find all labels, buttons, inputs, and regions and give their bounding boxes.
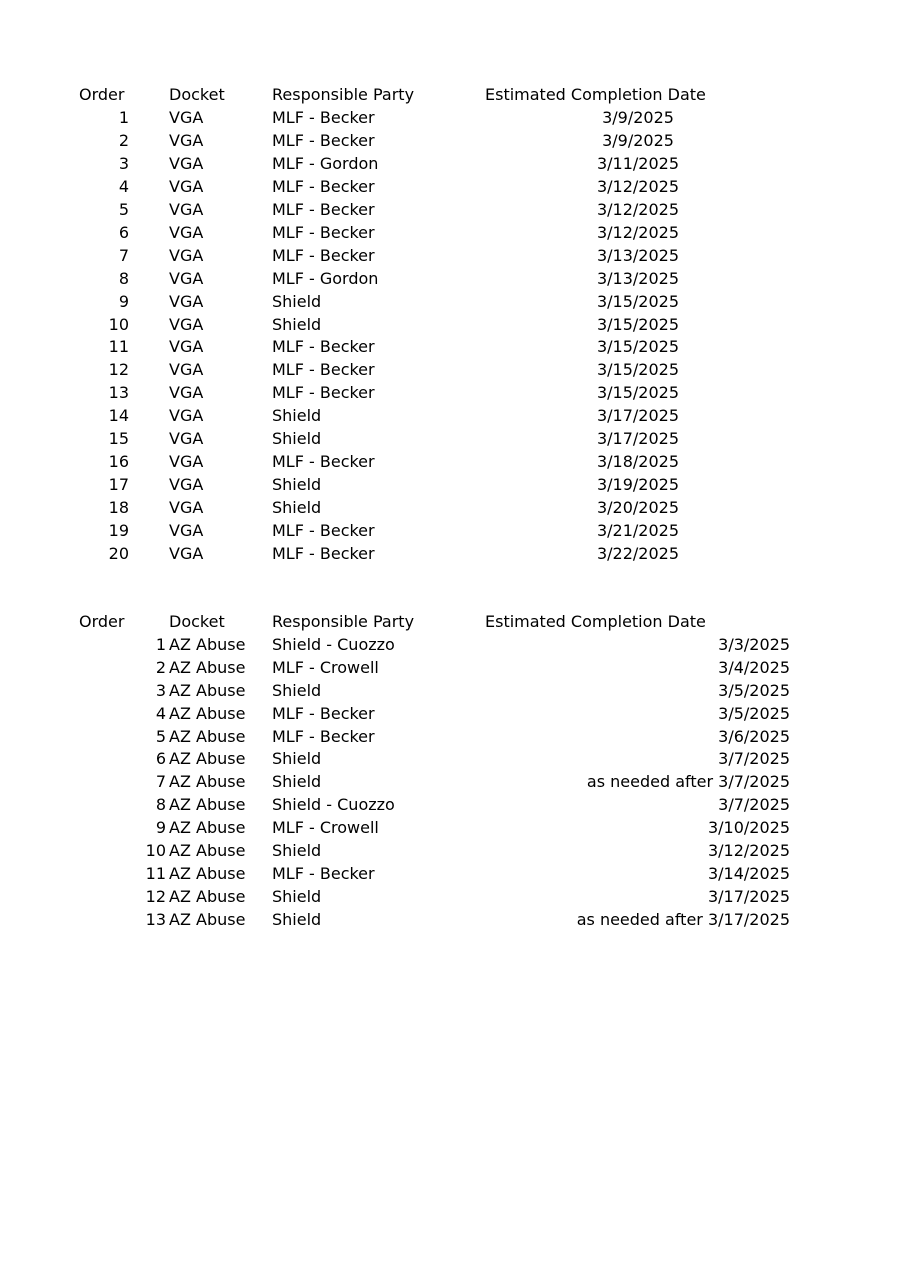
party-cell: MLF - Becker — [272, 863, 375, 883]
party-header: Responsible Party — [272, 612, 415, 631]
party-cell: Shield - Cuozzo — [272, 634, 395, 654]
order-cell: 7 — [155, 772, 166, 792]
date-cell: 3/19/2025 — [596, 475, 680, 495]
order-cell: 16 — [108, 452, 129, 472]
docket-cell: VGA — [169, 314, 204, 334]
date-cell: 3/17/2025 — [596, 429, 680, 449]
order-cell: 17 — [108, 475, 129, 495]
docket-cell: VGA — [169, 544, 204, 563]
table-row — [0, 885, 909, 908]
table-row — [0, 793, 909, 816]
docket-header: Docket — [169, 612, 225, 631]
date-cell: 3/6/2025 — [718, 726, 790, 746]
order-cell: 19 — [108, 521, 129, 541]
date-cell: 3/17/2025 — [596, 406, 680, 426]
table-row — [0, 496, 909, 519]
docket-cell: AZ Abuse — [169, 657, 246, 677]
docket-cell: VGA — [169, 498, 204, 518]
date-cell: 3/13/2025 — [596, 268, 680, 288]
date-cell: 3/3/2025 — [718, 634, 790, 654]
date-cell: 3/22/2025 — [596, 544, 680, 563]
date-cell: 3/7/2025 — [718, 749, 790, 769]
order-cell: 1 — [155, 634, 166, 654]
date-cell: 3/5/2025 — [718, 703, 790, 723]
order-header: Order — [79, 85, 125, 104]
party-cell: MLF - Gordon — [272, 153, 379, 173]
party-cell: Shield — [272, 475, 322, 495]
docket-cell: VGA — [169, 199, 204, 219]
party-cell: Shield — [272, 749, 322, 769]
date-cell: 3/15/2025 — [596, 314, 680, 334]
party-cell: MLF - Becker — [272, 337, 375, 357]
table-row — [0, 427, 909, 450]
order-cell: 2 — [118, 130, 129, 150]
table-row — [0, 106, 909, 129]
date-cell: 3/17/2025 — [707, 886, 790, 906]
docket-cell: VGA — [169, 291, 204, 311]
table-row — [0, 702, 909, 725]
docket-cell: VGA — [169, 268, 204, 288]
date-cell: 3/12/2025 — [596, 199, 680, 219]
order-cell: 11 — [108, 337, 129, 357]
table-row — [0, 519, 909, 542]
order-cell: 10 — [145, 841, 166, 860]
order-cell: 11 — [145, 863, 166, 883]
docket-cell: VGA — [169, 452, 204, 472]
order-cell: 13 — [108, 383, 129, 403]
table-row — [0, 290, 909, 313]
docket-cell: VGA — [169, 429, 204, 449]
table-row — [0, 267, 909, 290]
date-cell: 3/12/2025 — [596, 222, 680, 242]
date-cell: 3/15/2025 — [596, 360, 680, 380]
table-row — [0, 313, 909, 336]
docket-cell: AZ Abuse — [169, 886, 246, 906]
table-row — [0, 839, 909, 862]
order-cell: 20 — [108, 544, 129, 563]
order-cell: 12 — [145, 886, 166, 906]
order-cell: 7 — [118, 245, 129, 265]
order-cell: 14 — [108, 406, 129, 426]
party-cell: MLF - Becker — [272, 544, 375, 563]
party-cell: Shield — [272, 291, 322, 311]
table-row — [0, 175, 909, 198]
table-row — [0, 244, 909, 267]
party-cell: Shield — [272, 909, 322, 929]
table-row — [0, 198, 909, 221]
party-cell: MLF - Gordon — [272, 268, 379, 288]
table-row — [0, 450, 909, 473]
docket-cell: AZ Abuse — [169, 818, 246, 838]
docket-cell: AZ Abuse — [169, 680, 246, 700]
docket-cell: VGA — [169, 406, 204, 426]
order-cell: 1 — [118, 107, 129, 127]
party-cell: Shield — [272, 406, 322, 426]
party-cell: MLF - Crowell — [272, 818, 379, 838]
docket-cell: VGA — [169, 176, 204, 196]
date-cell: 3/15/2025 — [596, 291, 680, 311]
order-cell: 15 — [108, 429, 129, 449]
party-cell: MLF - Becker — [272, 107, 375, 127]
party-cell: MLF - Becker — [272, 199, 375, 219]
date-cell: 3/5/2025 — [718, 680, 790, 700]
table-row — [0, 656, 909, 679]
order-cell: 6 — [118, 222, 129, 242]
table-row — [0, 221, 909, 244]
header-row — [0, 610, 909, 633]
order-cell: 5 — [155, 726, 166, 746]
table-row — [0, 747, 909, 770]
table-row — [0, 542, 909, 565]
date-header: Estimated Completion Date — [485, 85, 706, 104]
date-cell: 3/9/2025 — [602, 107, 674, 127]
order-cell: 4 — [118, 176, 129, 196]
party-cell: MLF - Becker — [272, 726, 375, 746]
date-cell: 3/13/2025 — [596, 245, 680, 265]
docket-cell: VGA — [169, 222, 204, 242]
party-cell: MLF - Becker — [272, 703, 375, 723]
party-cell: MLF - Becker — [272, 222, 375, 242]
docket-cell: AZ Abuse — [169, 749, 246, 769]
date-cell: 3/4/2025 — [718, 657, 790, 677]
date-cell: 3/7/2025 — [718, 795, 790, 815]
order-cell: 3 — [155, 680, 166, 700]
party-cell: MLF - Becker — [272, 245, 375, 265]
table-row — [0, 770, 909, 793]
party-cell: MLF - Becker — [272, 130, 375, 150]
order-cell: 13 — [145, 909, 166, 929]
table-row — [0, 335, 909, 358]
party-cell: Shield — [272, 680, 322, 700]
table-row — [0, 129, 909, 152]
party-cell: Shield — [272, 772, 322, 792]
docket-cell: AZ Abuse — [169, 795, 246, 815]
docket-cell: VGA — [169, 245, 204, 265]
docket-cell: VGA — [169, 383, 204, 403]
order-header: Order — [79, 612, 125, 631]
table-row — [0, 358, 909, 381]
docket-cell: AZ Abuse — [169, 634, 246, 654]
order-cell: 2 — [155, 657, 166, 677]
docket-cell: VGA — [169, 521, 204, 541]
table-row — [0, 381, 909, 404]
table-row — [0, 862, 909, 885]
party-cell: Shield — [272, 314, 322, 334]
date-cell: 3/15/2025 — [596, 383, 680, 403]
date-cell: 3/12/2025 — [707, 841, 790, 860]
date-cell: 3/9/2025 — [602, 130, 674, 150]
table-row — [0, 725, 909, 748]
docket-cell: VGA — [169, 153, 204, 173]
date-cell: 3/12/2025 — [596, 176, 680, 196]
party-cell: MLF - Becker — [272, 452, 375, 472]
order-cell: 18 — [108, 498, 129, 518]
order-cell: 9 — [118, 291, 129, 311]
table-row — [0, 679, 909, 702]
docket-cell: VGA — [169, 360, 204, 380]
date-cell: as needed after 3/17/2025 — [576, 909, 790, 929]
docket-cell: VGA — [169, 475, 204, 495]
party-cell: MLF - Becker — [272, 360, 375, 380]
order-cell: 3 — [118, 153, 129, 173]
docket-cell: AZ Abuse — [169, 772, 246, 792]
party-cell: Shield — [272, 886, 322, 906]
date-cell: as needed after 3/7/2025 — [586, 772, 790, 792]
date-cell: 3/21/2025 — [596, 521, 680, 541]
order-cell: 8 — [155, 795, 166, 815]
date-header: Estimated Completion Date — [485, 612, 706, 631]
table-row — [0, 152, 909, 175]
party-cell: Shield — [272, 841, 322, 860]
date-cell: 3/15/2025 — [596, 337, 680, 357]
header-row — [0, 83, 909, 106]
docket-cell: VGA — [169, 337, 204, 357]
docket-cell: VGA — [169, 130, 204, 150]
table-row — [0, 404, 909, 427]
order-cell: 5 — [118, 199, 129, 219]
party-cell: Shield — [272, 429, 322, 449]
docket-cell: AZ Abuse — [169, 703, 246, 723]
party-cell: MLF - Becker — [272, 383, 375, 403]
docket-cell: AZ Abuse — [169, 841, 246, 860]
docket-header: Docket — [169, 85, 225, 104]
order-cell: 4 — [155, 703, 166, 723]
date-cell: 3/14/2025 — [707, 863, 790, 883]
party-cell: Shield - Cuozzo — [272, 795, 395, 815]
order-cell: 12 — [108, 360, 129, 380]
table-row — [0, 633, 909, 656]
date-cell: 3/11/2025 — [596, 153, 680, 173]
docket-cell: AZ Abuse — [169, 909, 246, 929]
party-cell: Shield — [272, 498, 322, 518]
date-cell: 3/18/2025 — [596, 452, 680, 472]
date-cell: 3/10/2025 — [707, 818, 790, 838]
docket-cell: AZ Abuse — [169, 726, 246, 746]
party-header: Responsible Party — [272, 85, 415, 104]
party-cell: MLF - Becker — [272, 176, 375, 196]
docket-cell: AZ Abuse — [169, 863, 246, 883]
date-cell: 3/20/2025 — [596, 498, 680, 518]
order-cell: 9 — [155, 818, 166, 838]
party-cell: MLF - Crowell — [272, 657, 379, 677]
order-cell: 10 — [108, 314, 129, 334]
table-row — [0, 816, 909, 839]
order-cell: 8 — [118, 268, 129, 288]
order-cell: 6 — [155, 749, 166, 769]
party-cell: MLF - Becker — [272, 521, 375, 541]
table-row — [0, 473, 909, 496]
table-row — [0, 908, 909, 931]
docket-cell: VGA — [169, 107, 204, 127]
